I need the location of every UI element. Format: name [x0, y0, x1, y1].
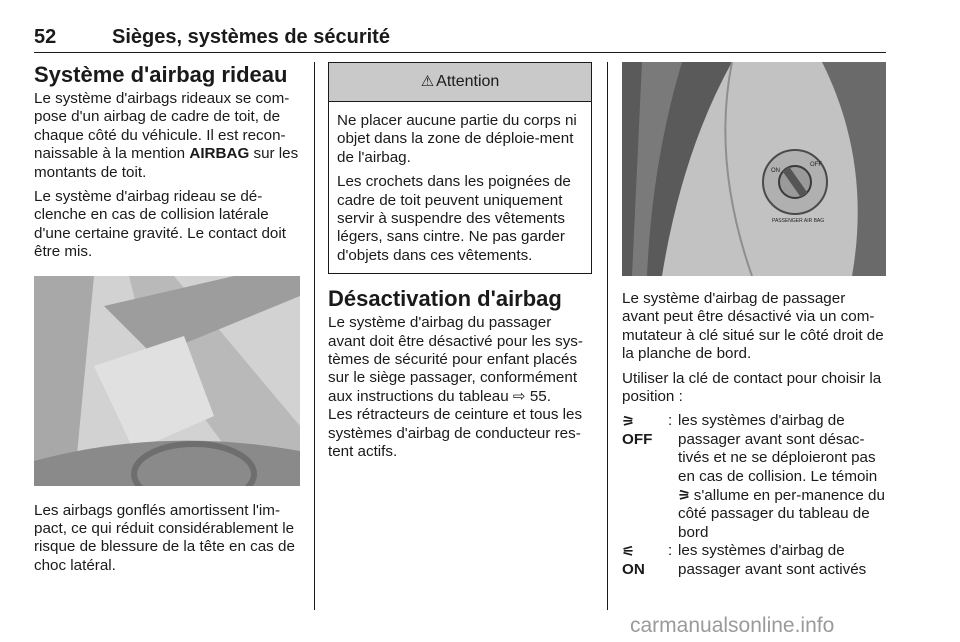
airbag-on-icon: ⚟: [622, 543, 634, 560]
definition-off: les systèmes d'airbag de passager avant sont désac-tivés et ne se déploieront pas en cas de collision. Le témoin ⚞ s'allume en per-manence du côté passager du tableau de bord: [678, 412, 885, 541]
term-off: ⚞ OFF: [622, 412, 668, 542]
warning-paragraph: Les crochets dans les poignées de cadre de toit peuvent uniquement servir à suspendre des vêtements légers, sans cintre. Ne pas garder d'objets dans ces vêtements.: [337, 173, 571, 264]
paragraph: Utiliser la clé de contact pour choisir la position :: [622, 369, 882, 406]
column-right: [622, 62, 886, 579]
paragraph: Les airbags gonflés amortissent l'im-pact, ce qui réduit considérablement le risque de blessure de la tête en cas de choc latéral.: [34, 501, 295, 574]
warning-triangle-icon: ⚠: [420, 73, 435, 90]
warning-paragraph: Ne placer aucune partie du corps ni objet dans la zone de déploie-ment de l'airbag.: [337, 112, 577, 166]
curtain-airbag-photo: [34, 276, 300, 486]
paragraph: Le système d'airbag de passager avant peut être désactivé via un com-mutateur à clé situé sur le côté droit de la planche de bord.: [622, 290, 884, 363]
switch-label-off: OFF: [810, 162, 822, 168]
paragraph: Le système d'airbags rideaux se com-pose d'un airbag de cadre de toit, de chaque côté du véhicule. Il est recon-naissable à la mention AIRBAG sur les montants de toit.: [34, 90, 299, 181]
airbag-key-switch-photo: [622, 62, 886, 276]
definition-list: ⚞ OFF : les systèmes d'airbag de passager avant sont désac-tivés et ne se déploieront pas en cas de collision. Le témoin ⚞ s'allume en per-manence du côté passager du tableau de bord ⚟ ON : les systèmes d'airbag de passager avant sont activés: [622, 412, 885, 578]
page-reference-link[interactable]: 55: [529, 387, 547, 405]
paragraph: Les rétracteurs de ceinture et tous les systèmes d'airbag de conducteur res-tent actifs.: [328, 406, 583, 461]
warning-header: ⚠ Attention: [329, 63, 591, 102]
page-reference-arrow-icon: ⇨: [512, 387, 530, 405]
column-divider: [314, 62, 315, 610]
definition-on: les systèmes d'airbag de passager avant sont activés: [678, 542, 867, 578]
airbag-off-icon: ⚞: [622, 413, 634, 430]
switch-label-on: ON: [771, 168, 780, 174]
column-left: [34, 62, 300, 581]
column-divider: [607, 62, 608, 610]
watermark: carmanualsonline.info: [630, 614, 835, 637]
section-heading-curtain-airbag: Système d'airbag rideau: [34, 62, 288, 87]
page-header: [34, 26, 886, 53]
page-title: Sièges, systèmes de sécurité: [112, 26, 390, 48]
paragraph: Le système d'airbag du passager avant doit être désactivé pour les sys-tèmes de sécurité pour enfant placés sur le siège passager, conformément aux instructions du tableau ⇨ 55.: [328, 314, 583, 405]
section-heading-airbag-deactivation: Désactivation d'airbag: [328, 286, 562, 312]
warning-box: [328, 62, 592, 274]
column-middle: [328, 62, 592, 468]
paragraph: Le système d'airbag rideau se dé-clenche en cas de collision latérale d'une certaine gravité. Le contact doit être mis.: [34, 188, 286, 261]
airbag-off-icon: ⚞: [678, 487, 690, 504]
warning-body: [329, 102, 591, 273]
switch-caption: PASSENGER AIR BAG: [772, 218, 825, 224]
term-on: ⚟ ON: [622, 542, 668, 579]
page-number: 52: [34, 26, 57, 48]
